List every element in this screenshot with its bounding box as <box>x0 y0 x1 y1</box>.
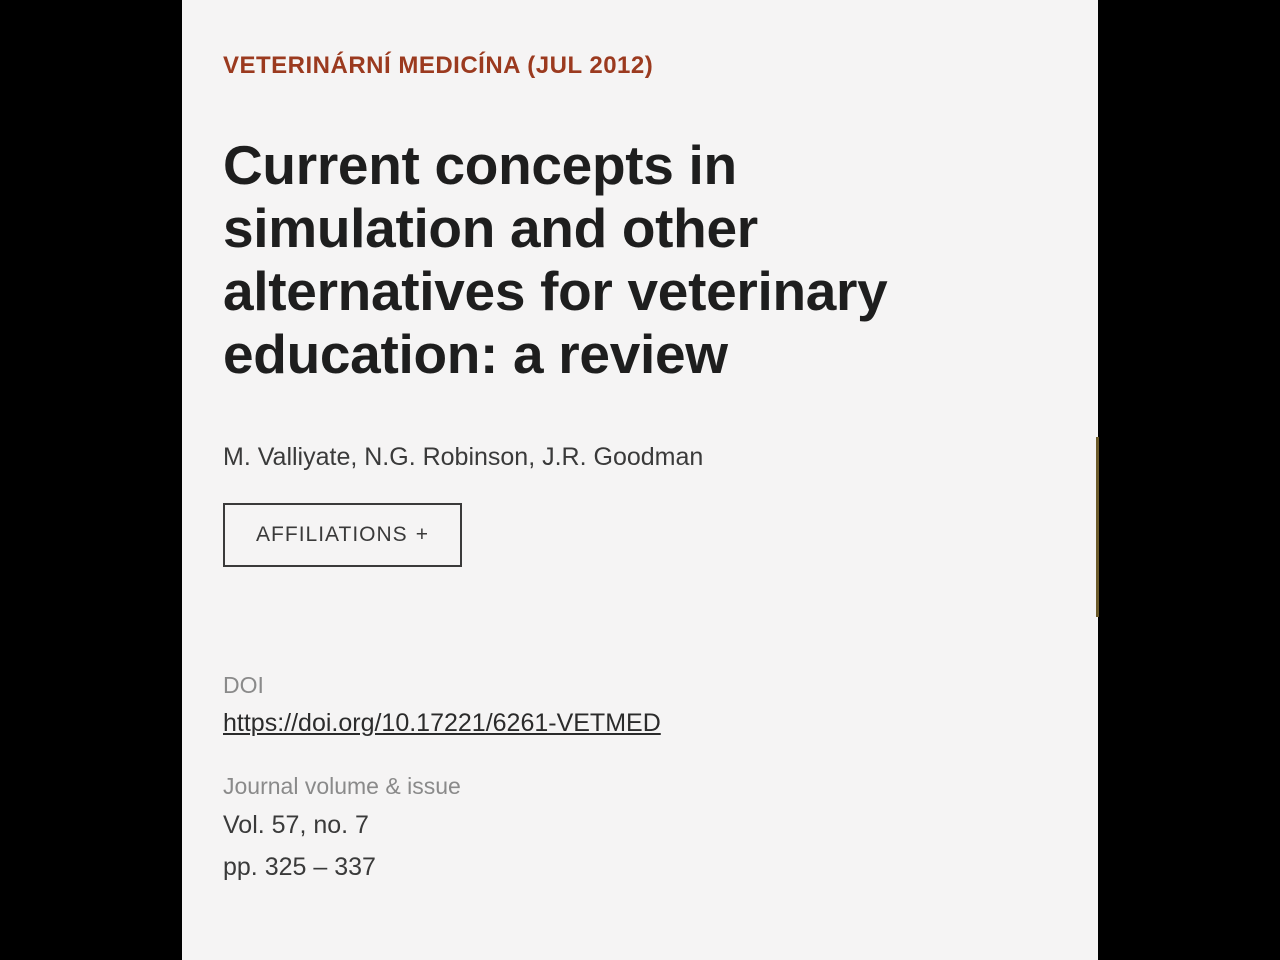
page-range: pp. 325 – 337 <box>223 853 376 881</box>
author-list: M. Valliyate, N.G. Robinson, J.R. Goodman <box>223 443 704 471</box>
article-page <box>182 0 1098 960</box>
plus-icon: + <box>415 523 429 546</box>
affiliations-button[interactable] <box>223 503 462 567</box>
side-panel-edge <box>1096 437 1099 617</box>
volume-issue-label: Journal volume & issue <box>223 773 461 799</box>
doi-label: DOI <box>223 672 264 698</box>
journal-name[interactable]: VETERINÁRNÍ MEDICÍNA (JUL 2012) <box>223 52 654 79</box>
article-title: Current concepts in simulation and other alternatives for veterinary education: a review <box>223 134 888 385</box>
doi-link[interactable]: https://doi.org/10.17221/6261-VETMED <box>223 709 661 737</box>
volume-issue-value: Vol. 57, no. 7 <box>223 811 369 839</box>
affiliations-label: AFFILIATIONS <box>256 523 408 546</box>
